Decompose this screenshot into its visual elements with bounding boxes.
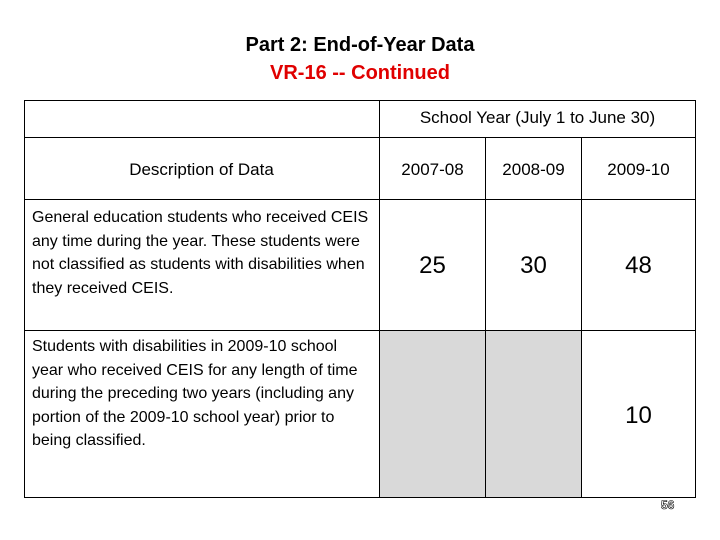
table-border-bottom (24, 497, 696, 498)
shaded-cell-2008-09 (486, 331, 581, 497)
row-1-description: General education students who received CEIS any time during the year. These students were not classified as students with disabilities when they received CEIS. (32, 209, 369, 297)
table-divider (485, 137, 486, 498)
shaded-cell-2007-08 (380, 331, 485, 497)
row-1-value-2008-09: 30 (520, 252, 547, 279)
row-1-value-2007-08: 25 (419, 252, 446, 279)
year-header-2008-09: 2008-09 (502, 160, 565, 179)
description-header: Description of Data (129, 160, 274, 179)
page-subtitle: VR-16 -- Continued (270, 62, 450, 84)
table-border-right (695, 100, 696, 498)
year-header-2009-10: 2009-10 (607, 160, 670, 179)
table-divider (24, 330, 696, 331)
school-year-header: School Year (July 1 to June 30) (419, 108, 656, 127)
row-2-value-2009-10: 10 (625, 402, 652, 429)
table-border-top (24, 100, 696, 101)
page-number: 56 (661, 498, 675, 512)
year-header-2007-08: 2007-08 (401, 160, 464, 179)
page-title: Part 2: End-of-Year Data (245, 34, 475, 56)
table-divider (581, 137, 582, 498)
row-2-description: Students with disabilities in 2009-10 school year who received CEIS for any length of time during the preceding two years (including any portion of the 2009-10 school year) prior to being classified. (32, 338, 358, 449)
table-divider (24, 137, 696, 138)
row-1-value-2009-10: 48 (625, 252, 652, 279)
table-divider (24, 199, 696, 200)
